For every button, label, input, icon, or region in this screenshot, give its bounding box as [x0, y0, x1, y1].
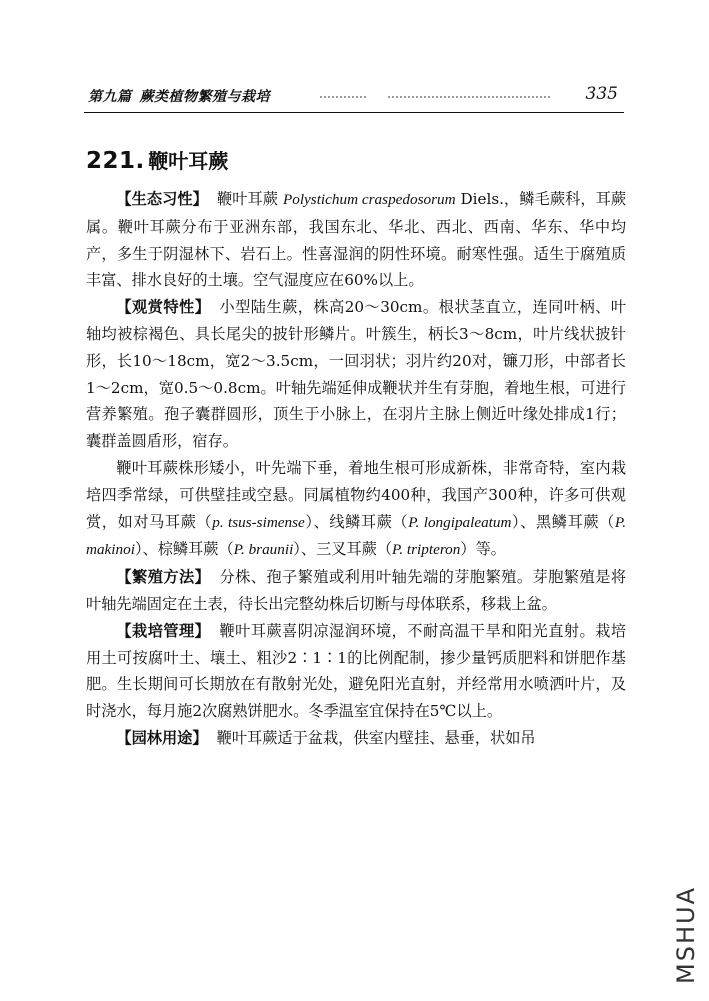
- related-species-text: ）、棕鳞耳蕨（: [134, 540, 234, 559]
- related-species-text: 鞭叶耳蕨株形矮小，叶先端下垂，着地生根可形成新株，非常奇特，室内栽培四季常绿，可供壁挂或空悬。同属植物约400种，我国产300种，许多可供观赏，如对马耳蕨（: [86, 458, 626, 531]
- paragraph-propagation: [86, 564, 626, 618]
- species-latin-name: P. tripteron: [392, 541, 461, 559]
- entry-name: 鞭叶耳蕨: [148, 149, 229, 173]
- paragraph-cultivation: [86, 618, 626, 725]
- header-speckle-decoration: [388, 96, 550, 100]
- page-number: 335: [585, 84, 618, 104]
- ecology-text: Diels.，鳞毛蕨科，耳蕨属。鞭叶耳蕨分布于亚洲东部，我国东北、华北、西北、西南、华东、华中均产，多生于阴湿林下、岩石上。性喜湿润的阴性环境。耐寒性强。适生于腐殖质丰富、排水良好的土壤。空气湿度应在60%以上。: [86, 190, 627, 290]
- entry-title: [86, 145, 228, 174]
- species-latin-name: P. braunii: [233, 541, 294, 559]
- related-species-text: ）、线鳞耳蕨（: [304, 512, 409, 531]
- paragraph-ornamental: [86, 294, 626, 455]
- related-species-text: ）、黑鳞耳蕨（: [511, 512, 615, 531]
- paragraph-landscape: [86, 725, 626, 752]
- section-label-propagation: 【繁殖方法】: [116, 568, 211, 587]
- species-latin-name: P. makinoi: [86, 513, 627, 559]
- entry-body: [86, 186, 626, 752]
- running-header: [88, 84, 618, 108]
- entry-number: 221: [86, 148, 136, 174]
- entry-number-separator: .: [135, 148, 145, 174]
- watermark-logo: MSHUA: [672, 886, 700, 984]
- cultivation-text: 鞭叶耳蕨喜阴凉湿润环境，不耐高温干旱和阳光直射。栽培用土可按腐叶土、壤土、粗沙2∶1∶1的比例配制，掺少量钙质肥料和饼肥作基肥。生长期间可长期放在有散射光处，避免阳光直射，并经常用水喷洒叶片，及时浇水，每月施2次腐熟饼肥水。冬季温室宜保持在5℃以上。: [86, 621, 627, 721]
- related-species-text: ）、三叉耳蕨（: [293, 540, 393, 559]
- ecology-text-lead: 鞭叶耳蕨: [217, 190, 279, 208]
- species-latin-name: P. longipaleatum: [408, 513, 512, 531]
- species-latin-name: p. tsus-simense: [212, 513, 305, 531]
- header-title: [88, 86, 270, 106]
- paragraph-ornamental-continued: [86, 455, 626, 564]
- scientific-name: Polystichum craspedosorum: [282, 191, 456, 208]
- header-chapter-title: 蕨类植物繁殖与栽培: [139, 89, 270, 105]
- section-label-ornamental: 【观赏特性】: [116, 298, 211, 317]
- related-species-text: ）等。: [460, 540, 506, 559]
- section-label-cultivation: 【栽培管理】: [116, 621, 211, 640]
- landscape-text: 鞭叶耳蕨适于盆栽，供室内壁挂、悬垂，状如吊: [216, 728, 536, 747]
- header-chapter: 第九篇: [88, 89, 132, 105]
- section-label-landscape: 【园林用途】: [116, 728, 208, 747]
- header-divider: [84, 112, 624, 113]
- ornamental-text: 小型陆生蕨，株高20～30cm。根状茎直立，连同叶柄、叶轴均被棕褐色、具长尾尖的披针形鳞片。叶簇生，柄长3～8cm，叶片线状披针形，长10～18cm，宽2～3.5cm，一回羽状；羽片约20对，镰刀形，中部者长1～2cm，宽0.5～0.8cm。叶轴先端延伸成鞭状并生有芽胞，着地生根，可进行营养繁殖。孢子囊群圆形，顶生于小脉上，在羽片主脉上侧近叶缘处排成1行；囊群盖圆盾形，宿存。: [86, 298, 627, 451]
- propagation-text: 分株、孢子繁殖或利用叶轴先端的芽胞繁殖。芽胞繁殖是将叶轴先端固定在土表，待长出完整幼株后切断与母体联系，移栽上盆。: [86, 568, 627, 613]
- header-speckle-decoration: [320, 96, 366, 100]
- section-label-ecology: 【生态习性】: [116, 190, 208, 208]
- paragraph-ecology: [86, 186, 626, 294]
